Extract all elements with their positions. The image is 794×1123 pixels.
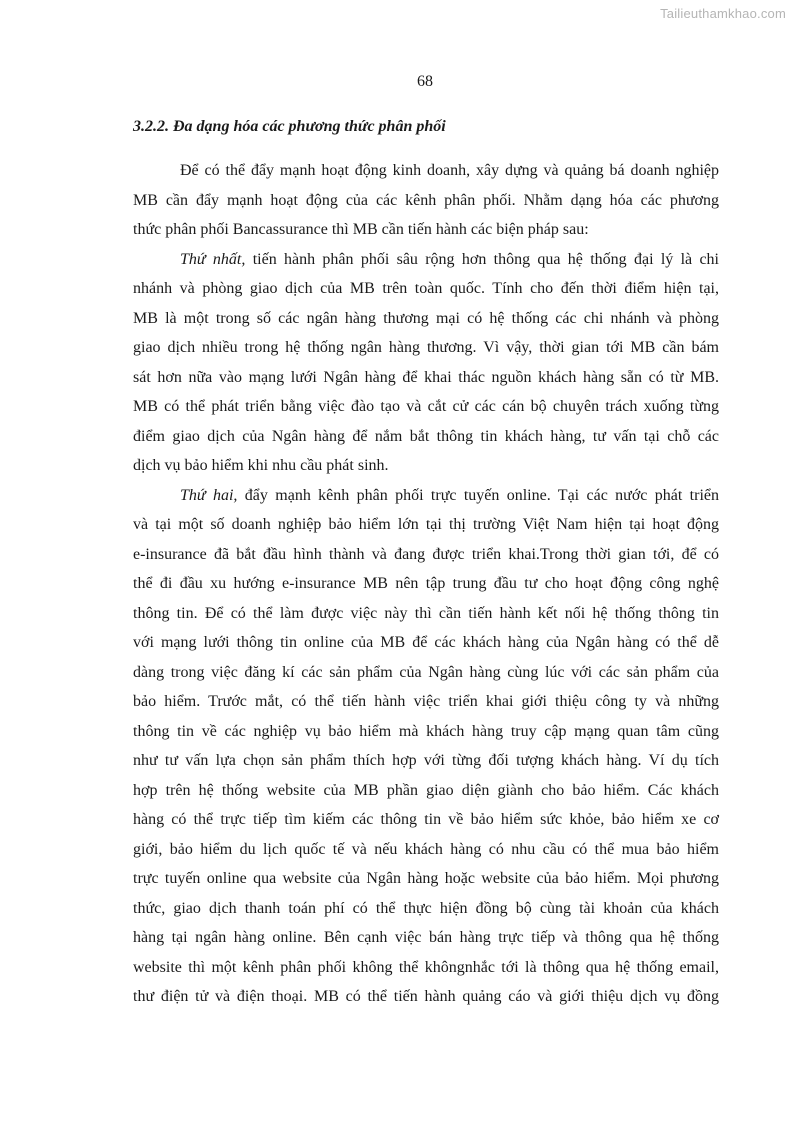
text-line: MB có thể phát triển bằng việc đào tạo và cắt cử các cán bộ chuyên trách xuống từng: [133, 398, 719, 415]
text-line: thông tin. Để có thể làm được việc này thì cần tiến hành kết nối hệ thống thông tin: [133, 604, 719, 622]
text-line: thư điện tử và điện thoại. MB có thể tiến hành quảng cáo và giới thiệu dịch vụ đồng: [133, 988, 719, 1005]
text-line: bảo hiểm. Trước mắt, có thể tiến hành việc triển khai giới thiệu công ty và những: [133, 693, 719, 710]
watermark: Tailieuthamkhao.com: [660, 6, 786, 21]
text-line: và tại một số doanh nghiệp bảo hiểm lớn tại thị trường Việt Nam hiện tại hoạt động: [133, 516, 719, 533]
text-line: hàng tại ngân hàng online. Bên cạnh việc bán hàng trực tiếp và thông qua hệ thống: [133, 929, 719, 946]
text-line: nhánh và phòng giao dịch của MB trên toàn quốc. Tính cho đến thời điểm hiện tại,: [133, 280, 719, 297]
page-number: 68: [417, 73, 433, 90]
text-line: thể đi đầu xu hướng e-insurance MB nên tập trung đầu tư cho hoạt động công nghệ: [133, 575, 719, 592]
text-line: hàng có thể trực tiếp tìm kiếm các thông tin về bảo hiểm sức khỏe, bảo hiểm xe cơ: [133, 811, 719, 828]
paragraph-lead: Thứ hai,: [180, 486, 238, 504]
text-line: thức, giao dịch thanh toán phí có thể thực hiện đồng bộ cùng tài khoản của khách: [133, 899, 719, 917]
text-line: [133, 245, 719, 275]
text-line: dàng trong việc đăng kí các sản phẩm của Ngân hàng cùng lúc với các sản phẩm của: [133, 663, 719, 681]
paragraph-intro: [133, 156, 719, 245]
text-line: Để có thể đẩy mạnh hoạt động kinh doanh, xây dựng và quảng bá doanh nghiệp: [180, 162, 719, 179]
text-line: website thì một kênh phân phối không thể khôngnhắc tới là thông qua hệ thống email,: [133, 958, 719, 976]
paragraph-second: [133, 481, 719, 1012]
text-line: sát hơn nữa vào mạng lưới Ngân hàng để khai thác nguồn khách hàng sẵn có từ MB.: [133, 368, 719, 386]
text-line: [133, 481, 719, 511]
text-line: MB cần đẩy mạnh hoạt động của các kênh phân phối. Nhằm dạng hóa các phương: [133, 191, 719, 209]
text-line: thức phân phối Bancassurance thì MB cần tiến hành các biện pháp sau:: [133, 221, 589, 238]
section-heading: 3.2.2. Đa dạng hóa các phương thức phân phối: [133, 118, 446, 135]
text-line-rest: đẩy mạnh kênh phân phối trực tuyến online. Tại các nước phát triển: [237, 486, 719, 504]
document-body: [133, 114, 719, 1012]
text-line: thông tin về các nghiệp vụ bảo hiểm mà khách hàng truy cập mạng quan tâm cũng: [133, 722, 719, 740]
text-line: như tư vấn lựa chọn sản phẩm thích hợp với từng đối tượng khách hàng. Ví dụ tích: [133, 752, 719, 769]
paragraph-lead: Thứ nhất,: [180, 250, 246, 268]
text-line: điểm giao dịch của Ngân hàng để nắm bắt thông tin khách hàng, tư vấn tại chỗ các: [133, 427, 719, 445]
text-line: e-insurance đã bắt đầu hình thành và đang được triển khai.Trong thời gian tới, để có: [133, 545, 719, 563]
text-line: dịch vụ bảo hiểm khi nhu cầu phát sinh.: [133, 457, 389, 474]
text-line: với mạng lưới thông tin online của MB để các khách hàng của Ngân hàng có thể dễ: [133, 634, 719, 651]
text-line: MB là một trong số các ngân hàng thương mại có hệ thống các chi nhánh và phòng: [133, 309, 719, 327]
text-line: trực tuyến online qua website của Ngân hàng hoặc website của bảo hiểm. Mọi phương: [133, 870, 719, 887]
text-line: giao dịch nhiều trong hệ thống ngân hàng thương. Vì vậy, thời gian tới MB cần bám: [133, 339, 719, 356]
text-line: giới, bảo hiểm du lịch quốc tế và nếu khách hàng có nhu cầu có thể mua bảo hiểm: [133, 840, 719, 858]
text-line-rest: tiến hành phân phối sâu rộng hơn thông qua hệ thống đại lý là chi: [245, 250, 720, 268]
text-line: hợp trên hệ thống website của MB phần giao diện giành cho bảo hiểm. Các khách: [133, 781, 719, 799]
paragraph-first: [133, 245, 719, 481]
